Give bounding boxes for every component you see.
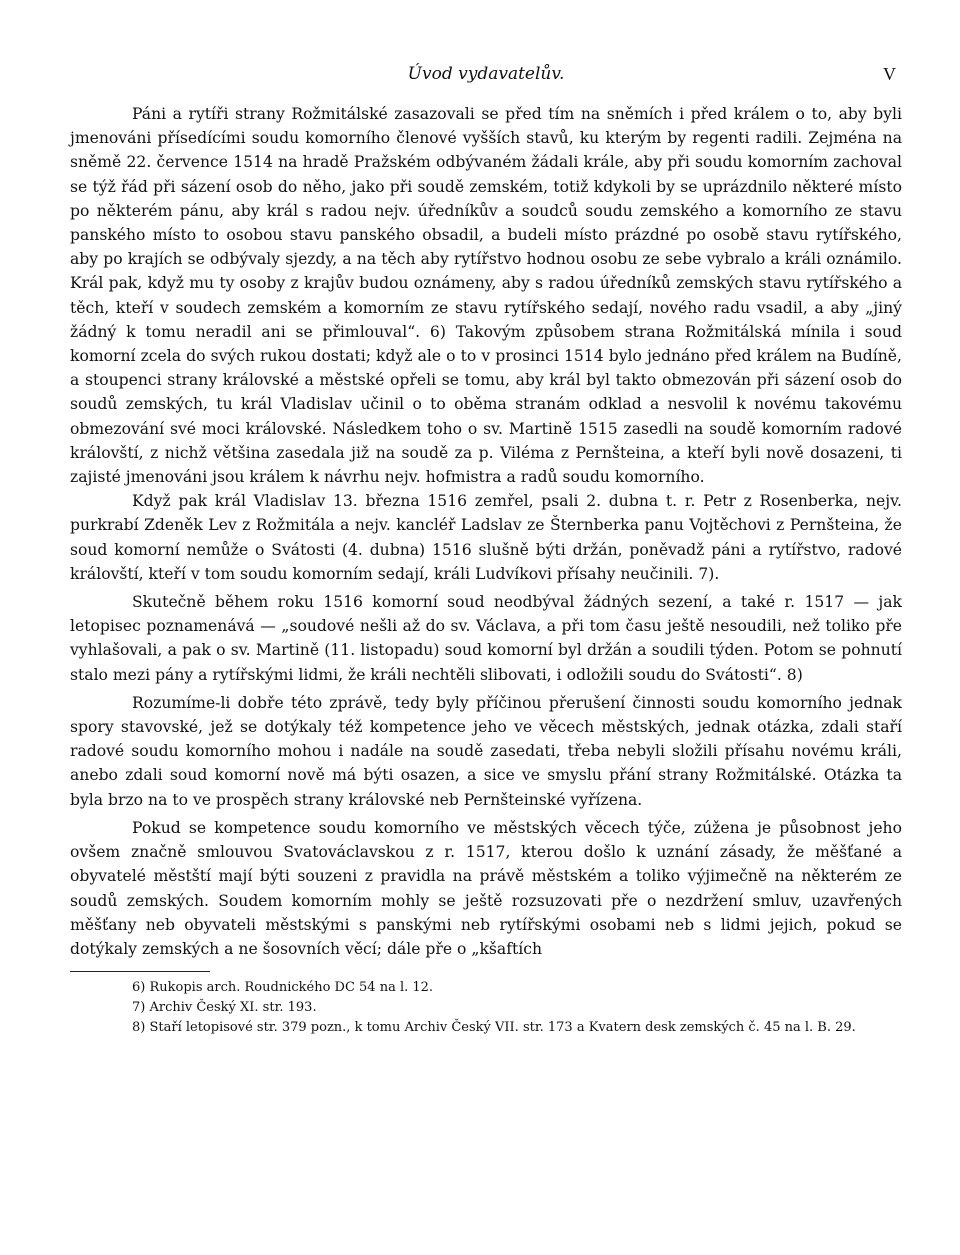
paragraph: Pokud se kompetence soudu komorního ve městských věcech týče, zúžena je působnost jeho ovšem značně smlouvou Svatováclavskou z r. 1517, kterou došlo k uznání zásady, že měšťané a obyvatelé městští mají býti souzeni z pravidla na právě městském a toliko výjimečně na některém ze soudů zemských. Soudem komorním mohly se ještě rozsuzovati pře o nezdržení smluv, uzavřených měšťany neb obyvateli městskými s panskými neb rytířskými osobami neb s lidmi jejich, pokud se dotýkaly zemských a ne šosovních věcí; dále pře o „kšaftích bbox=[70, 818, 902, 958]
footnote-divider bbox=[70, 971, 210, 972]
paragraph: Skutečně během roku 1516 komorní soud neodbýval žádných sezení, a také r. 1517 — jak letopisec poznamenává — „soudové nešli až do sv. Václava, a při tom času ještě nesoudili, než toliko pře vyhlašovali, a pak o sv. Martině (11. listopadu) soud komorní byl držán a soudili týden. Potom se pohnutí stalo mezi pány a rytířskými lidmi, že králi nechtěli slibovati, i odložili soudu do Svátosti“. 8) bbox=[70, 593, 902, 684]
footnotes bbox=[70, 978, 902, 1038]
page bbox=[70, 64, 902, 1038]
running-title: Úvod vydavatelův. bbox=[407, 64, 565, 84]
footnote: 7) Archiv Český XI. str. 193. bbox=[132, 1000, 317, 1016]
page-number: V bbox=[883, 64, 896, 84]
page-header bbox=[70, 64, 902, 94]
paragraph: Když pak král Vladislav 13. března 1516 zemřel, psali 2. dubna t. r. Petr z Rosenberka, nejv. purkrabí Zdeněk Lev z Rožmitála a nejv. kancléř Ladslav ze Šternberka panu Vojtěchovi z Pernšteina, že soud komorní nemůže o Svátosti (4. dubna) 1516 slušně býti držán, poněvadž páni a rytířstvo, radové královští, kteří v tom soudu komorním sedají, králi Ludvíkovi přísahy neučinili. 7). bbox=[70, 492, 902, 583]
paragraph: Rozumíme-li dobře této zprávě, tedy byly příčinou přerušení činnosti soudu komorního jednak spory stavovské, jež se dotýkaly též kompetence jeho ve věcech městských, jednak otázka, zdali staří radové soudu komorního mohou i nadále na soudě zasedati, třeba nebyli složili přísahu novému králi, anebo zdali soud komorní nově má býti osazen, a sice ve smyslu přání strany Rožmitálské. Otázka ta byla brzo na to ve prospěch strany královské neb Pernšteinské vyřízena. bbox=[70, 693, 902, 809]
footnote: 6) Rukopis arch. Roudnického DC 54 na l. 12. bbox=[132, 980, 434, 996]
main-text bbox=[70, 102, 902, 961]
paragraph: Páni a rytíři strany Rožmitálské zasazovali se před tím na sněmích i před králem o to, aby byli jmenováni přísedícími soudu komorního členové vyšších stavů, ku kterým by regenti radili. Zejména na sněmě 22. července 1514 na hradě Pražském odbývaném žádali krále, aby při soudu komorním zachoval se týž řád při sázení osob do něho, jako při soudě zemském, totiž kdykoli by se uprázdnilo některé místo po některém pánu, aby král s radou nejv. úředníkův a soudců soudu zemského a komorního ze stavu panského místo to osobou stavu panského obsadil, a budeli místo prázdné po osobě stavu rytířského, aby po krajích se odbývaly sjezdy, a na těch aby rytířstvo hodnou osobu ze sebe vybralo a králi oznámilo. Král pak, když mu ty osoby z krajův budou oznámeny, aby s radou úředníků zemských stavu rytířského a těch, kteří v soudech zemském a komorním ze stavu rytířského sedají, nového radu vsadil, a aby „jiný žádný k tomu neradil ani se přimlouval“. 6) Takovým způsobem strana Rožmitálská mínila i soud komorní zcela do svých rukou dostati; když ale o to v prosinci 1514 bylo jednáno před králem na Budíně, a stoupenci strany královské a městské opřeli se tomu, aby král byl takto obmezován při sázení osob do soudů zemských, tu král Vladislav učinil o to oběma stranám odklad a nesvolil k novému takovému obmezování své moci královské. Následkem toho o sv. Martině 1515 zasedli na soudě komorním radové královští, z nichž většina zasedala již na soudě za p. Viléma z Pernšteina, a kteří byli nově dosazeni, ti zajisté jmenováni jsou králem k návrhu nejv. hofmistra a radů soudu komorního. bbox=[70, 105, 902, 487]
footnote: 8) Staří letopisové str. 379 pozn., k tomu Archiv Český VII. str. 173 a Kvatern desk zemských č. 45 na l. B. 29. bbox=[132, 1020, 856, 1036]
